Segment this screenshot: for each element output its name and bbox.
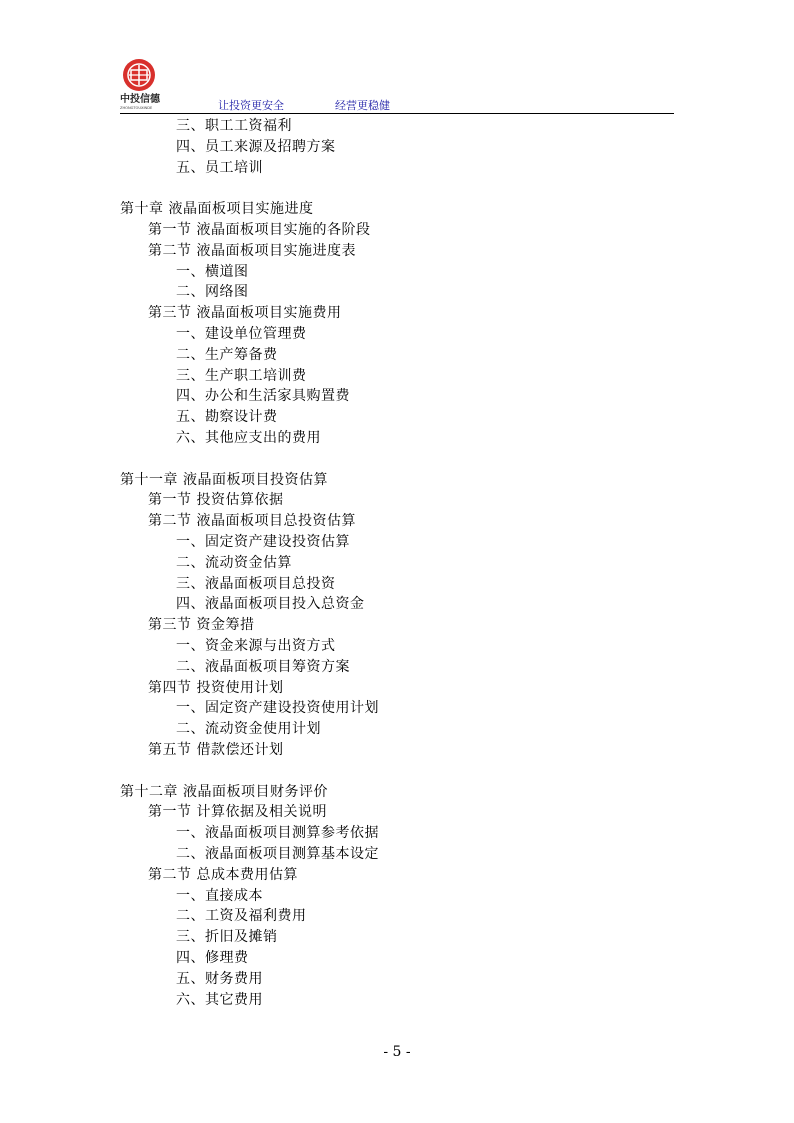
section-entry: 第三节 资金筹措 [148, 617, 255, 633]
subsection-entry: 二、流动资金估算 [176, 555, 292, 571]
subsection-entry: 三、液晶面板项目总投资 [176, 576, 336, 592]
section-entry: 第四节 投资使用计划 [148, 680, 284, 696]
section-entry: 第一节 液晶面板项目实施的各阶段 [148, 222, 371, 238]
section-entry: 第二节 总成本费用估算 [148, 867, 298, 883]
chapter-heading: 第十二章 液晶面板项目财务评价 [120, 784, 328, 800]
subsection-entry: 三、生产职工培训费 [176, 368, 307, 384]
subsection-entry: 四、液晶面板项目投入总资金 [176, 596, 365, 612]
subsection-entry: 二、工资及福利费用 [176, 908, 307, 924]
subsection-entry: 一、固定资产建设投资使用计划 [176, 700, 379, 716]
subsection-entry: 二、流动资金使用计划 [176, 721, 321, 737]
section-entry: 第一节 投资估算依据 [148, 492, 284, 508]
chapter-heading: 第十章 液晶面板项目实施进度 [120, 201, 314, 217]
subsection-entry: 二、生产筹备费 [176, 347, 278, 363]
page-number: - 5 - [383, 1044, 411, 1060]
svg-text:ZHONGTOUXINDE: ZHONGTOUXINDE [120, 106, 153, 110]
header-rule [120, 113, 674, 114]
subsection-entry: 一、资金来源与出资方式 [176, 638, 336, 654]
page-header [120, 56, 674, 114]
company-logo [120, 56, 172, 112]
subsection-entry: 一、直接成本 [176, 888, 263, 904]
subsection-entry: 一、建设单位管理费 [176, 326, 307, 342]
subsection-entry: 二、液晶面板项目测算基本设定 [176, 846, 379, 862]
section-entry: 第一节 计算依据及相关说明 [148, 804, 327, 820]
subsection-entry: 六、其它费用 [176, 992, 263, 1008]
subsection-entry: 二、液晶面板项目筹资方案 [176, 659, 350, 675]
subsection-entry: 四、修理费 [176, 950, 249, 966]
slogan-left: 让投资更安全 [218, 99, 284, 112]
subsection-entry: 一、液晶面板项目测算参考依据 [176, 825, 379, 841]
subsection-entry: 一、横道图 [176, 264, 249, 280]
chapter-heading: 第十一章 液晶面板项目投资估算 [120, 472, 328, 488]
subsection-entry: 三、职工工资福利 [176, 118, 292, 134]
section-entry: 第二节 液晶面板项目总投资估算 [148, 513, 356, 529]
subsection-entry: 五、员工培训 [176, 160, 263, 176]
section-entry: 第五节 借款偿还计划 [148, 742, 284, 758]
subsection-entry: 三、折旧及摊销 [176, 929, 278, 945]
svg-text:中投信德: 中投信德 [120, 94, 160, 105]
subsection-entry: 六、其他应支出的费用 [176, 430, 321, 446]
subsection-entry: 四、员工来源及招聘方案 [176, 139, 336, 155]
subsection-entry: 二、网络图 [176, 284, 249, 300]
section-entry: 第二节 液晶面板项目实施进度表 [148, 243, 356, 259]
subsection-entry: 四、办公和生活家具购置费 [176, 388, 350, 404]
section-entry: 第三节 液晶面板项目实施费用 [148, 305, 342, 321]
subsection-entry: 五、勘察设计费 [176, 409, 278, 425]
subsection-entry: 五、财务费用 [176, 971, 263, 987]
subsection-entry: 一、固定资产建设投资估算 [176, 534, 350, 550]
slogan-right: 经营更稳健 [335, 99, 390, 112]
